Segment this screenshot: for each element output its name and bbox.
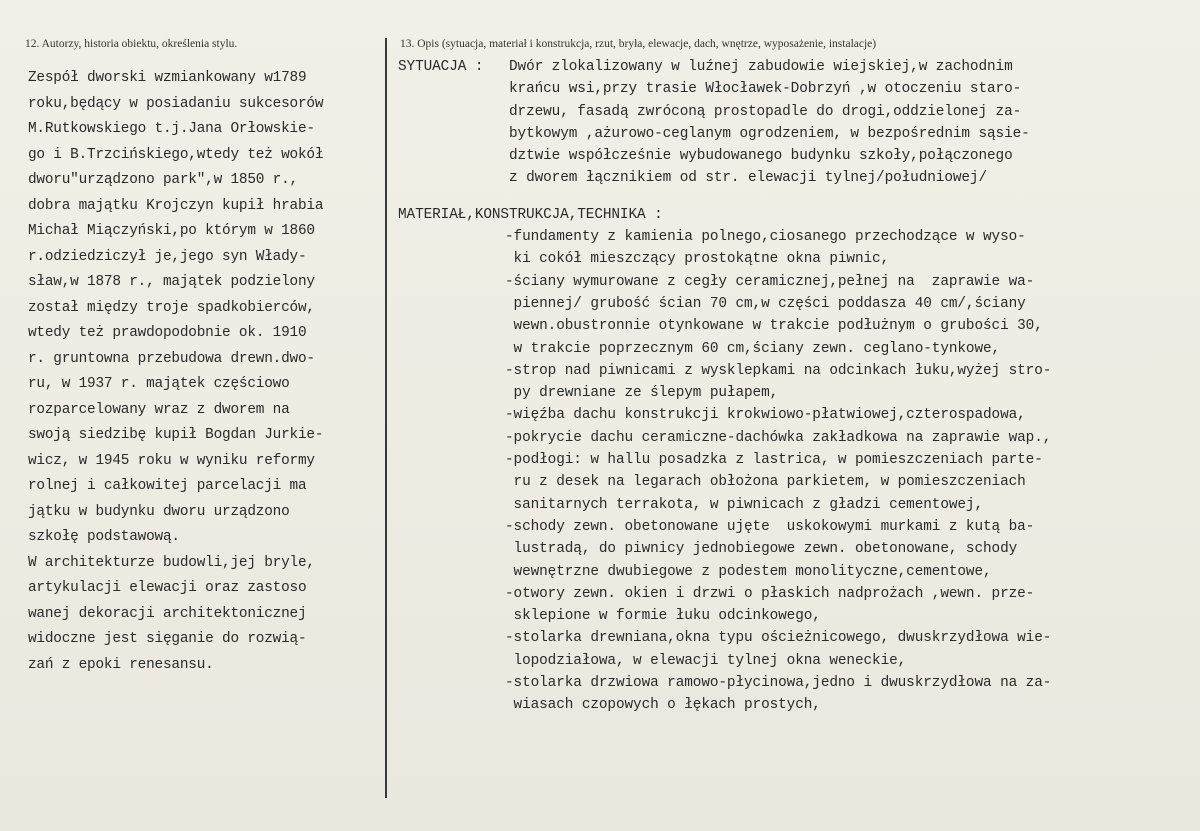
sytuacja-line: z dworem łącznikiem od str. elewacji tylnej/południowej/ bbox=[509, 170, 988, 187]
material-line: ki cokół mieszczący prostokątne okna piwnic, bbox=[505, 251, 890, 268]
history-line: rozparcelowany wraz z dworem na bbox=[28, 401, 290, 418]
sytuacja-line: krańcu wsi,przy trasie Włocławek-Dobrzyń ,w otoczeniu staro- bbox=[509, 81, 1022, 98]
material-line: -stolarka drzwiowa ramowo-płycinowa,jedno i dwuskrzydłowa na za- bbox=[505, 675, 1052, 692]
material-line: -fundamenty z kamienia polnego,ciosanego przechodzące w wyso- bbox=[505, 229, 1026, 246]
description-column bbox=[398, 56, 1188, 717]
material-line: wewn.obustronnie otynkowane w trakcie podłużnym o grubości 30, bbox=[505, 318, 1043, 335]
material-line: sklepione w formie łuku odcinkowego, bbox=[505, 608, 821, 625]
history-line: dobra majątku Krojczyn kupił hrabia bbox=[28, 197, 324, 214]
history-line: wanej dekoracji architektonicznej bbox=[28, 605, 307, 622]
column-divider bbox=[385, 38, 387, 798]
history-line: W architekturze budowli,jej bryle, bbox=[28, 554, 315, 571]
sytuacja-line: drzewu, fasadą zwróconą prostopadle do drogi,oddzielonej za- bbox=[509, 103, 1022, 120]
history-column bbox=[28, 66, 383, 678]
history-line: jątku w budynku dworu urządzono bbox=[28, 503, 290, 520]
history-line: r.odziedziczył je,jego syn Włady- bbox=[28, 248, 307, 265]
section-13-header: 13. Opis (sytuacja, materiał i konstrukcja, rzut, bryła, elewacje, dach, wnętrze, wyposażenie, instalacje) bbox=[400, 38, 877, 50]
history-line: wtedy też prawdopodobnie ok. 1910 bbox=[28, 325, 307, 341]
material-line: wiasach czopowych o łękach prostych, bbox=[505, 697, 821, 714]
history-line: Michał Miączyński,po którym w 1860 bbox=[28, 223, 315, 239]
material-line: -stolarka drewniana,okna typu ościeżnicowego, dwuskrzydłowa wie- bbox=[505, 630, 1052, 647]
section-12-header: 12. Autorzy, historia obiektu, określenia stylu. bbox=[25, 38, 238, 50]
history-line: został między troje spadkobierców, bbox=[28, 299, 315, 316]
material-line: w trakcie poprzecznym 60 cm,ściany zewn. ceglano-tynkowe, bbox=[505, 340, 1001, 357]
history-line: go i B.Trzcińskiego,wtedy też wokół bbox=[28, 146, 324, 163]
history-line: sław,w 1878 r., majątek podzielony bbox=[28, 274, 315, 290]
material-line: -strop nad piwnicami z wysklepkami na odcinkach łuku,wyżej stro- bbox=[505, 362, 1052, 379]
history-line: zań z epoki renesansu. bbox=[28, 656, 214, 673]
history-line: Zespół dworski wzmiankowany w1789 bbox=[28, 70, 307, 86]
material-line: -podłogi: w hallu posadzka z lastrica, w pomieszczeniach parte- bbox=[505, 452, 1043, 469]
material-line: lopodziałowa, w elewacji tylnej okna weneckie, bbox=[505, 652, 907, 669]
history-line: widoczne jest sięganie do rozwią- bbox=[28, 631, 307, 647]
history-line: artykulacji elewacji oraz zastoso bbox=[28, 580, 307, 596]
material-line: wewnętrzne dwubiegowe z podestem monolityczne,cementowe, bbox=[505, 563, 992, 580]
material-line: -otwory zewn. okien i drzwi o płaskich nadprożach ,wewn. prze- bbox=[505, 585, 1035, 602]
history-line: roku,będący w posiadaniu sukcesorów bbox=[28, 95, 324, 112]
material-line: -ściany wymurowane z cegły ceramicznej,pełnej na zaprawie wa- bbox=[505, 273, 1035, 290]
material-line: -schody zewn. obetonowane ujęte uskokowymi murkami z kutą ba- bbox=[505, 518, 1035, 535]
material-line: -pokrycie dachu ceramiczne-dachówka zakładkowa na zaprawie wap., bbox=[505, 429, 1052, 446]
sytuacja-label: SYTUACJA : bbox=[398, 59, 484, 75]
history-line: swoją siedzibę kupił Bogdan Jurkie- bbox=[28, 427, 324, 443]
sytuacja-line: bytkowym ,ażurowo-ceglanym ogrodzeniem, w bezpośrednim sąsie- bbox=[509, 125, 1030, 142]
material-line: py drewniane ze ślepym pułapem, bbox=[505, 385, 779, 402]
history-line: M.Rutkowskiego t.j.Jana Orłowskie- bbox=[28, 121, 315, 137]
history-line: szkołę podstawową. bbox=[28, 529, 180, 545]
sytuacja-line: dztwie współcześnie wybudowanego budynku szkoły,połączonego bbox=[509, 148, 1013, 165]
history-line: rolnej i całkowitej parcelacji ma bbox=[28, 478, 307, 494]
sytuacja-row bbox=[398, 56, 1188, 78]
history-line: r. gruntowna przebudowa drewn.dwo- bbox=[28, 350, 315, 367]
history-line: wicz, w 1945 roku w wyniku reformy bbox=[28, 452, 315, 469]
material-line: -więźba dachu konstrukcji krokwiowo-płatwiowej,czterospadowa, bbox=[505, 407, 1026, 424]
history-line: ru, w 1937 r. majątek częściowo bbox=[28, 376, 290, 392]
material-line: sanitarnych terrakota, w piwnicach z gładzi cementowej, bbox=[505, 496, 984, 513]
material-line: ru z desek na legarach obłożona parkietem, w pomieszczeniach bbox=[505, 474, 1026, 491]
history-line: dworu"urządzono park",w 1850 r., bbox=[28, 172, 298, 188]
material-label: MATERIAŁ,KONSTRUKCJA,TECHNIKA : bbox=[398, 206, 663, 223]
material-line: piennej/ grubość ścian 70 cm,w części poddasza 40 cm/,ściany bbox=[505, 295, 1026, 312]
material-line: lustradą, do piwnicy jednobiegowe zewn. obetonowane, schody bbox=[505, 541, 1018, 558]
sytuacja-line: Dwór zlokalizowany w luźnej zabudowie wiejskiej,w zachodnim bbox=[509, 59, 1013, 75]
